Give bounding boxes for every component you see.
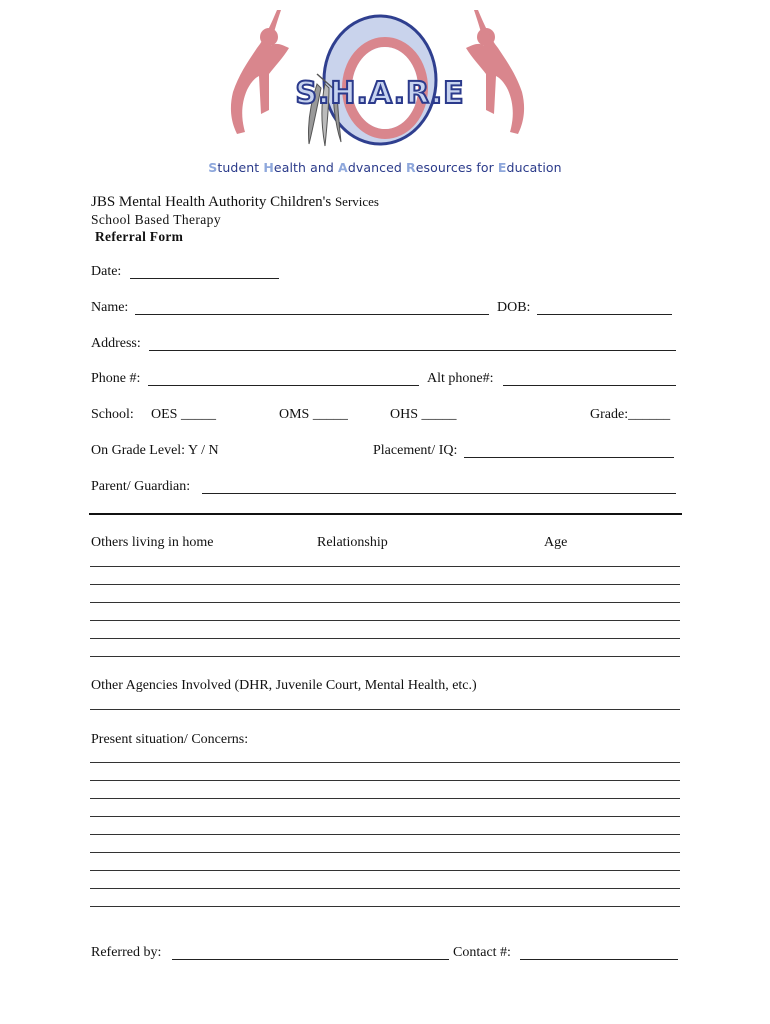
school-label: School: bbox=[91, 407, 134, 422]
household-line[interactable] bbox=[90, 584, 680, 585]
address-field[interactable] bbox=[149, 350, 676, 351]
parent-field[interactable] bbox=[202, 493, 676, 494]
contact-label: Contact #: bbox=[453, 945, 511, 960]
concerns-line[interactable] bbox=[90, 780, 680, 781]
concerns-line[interactable] bbox=[90, 888, 680, 889]
agencies-line[interactable] bbox=[90, 709, 680, 710]
logo-letters: S.H.A.R.E bbox=[295, 76, 465, 111]
oms-option[interactable]: OMS _____ bbox=[279, 407, 348, 422]
household-line[interactable] bbox=[90, 656, 680, 657]
share-logo bbox=[225, 4, 530, 162]
tagline-initial: A bbox=[338, 160, 348, 175]
household-line[interactable] bbox=[90, 566, 680, 567]
parent-label: Parent/ Guardian: bbox=[91, 479, 191, 494]
concerns-line[interactable] bbox=[90, 762, 680, 763]
tagline bbox=[0, 160, 770, 175]
placement-label: Placement/ IQ: bbox=[373, 443, 458, 458]
tagline-initial: R bbox=[406, 160, 416, 175]
contact-field[interactable] bbox=[520, 959, 678, 960]
tagline-initial: H bbox=[263, 160, 274, 175]
concerns-line[interactable] bbox=[90, 834, 680, 835]
referred-by-label: Referred by: bbox=[91, 945, 162, 960]
org-name bbox=[91, 194, 379, 211]
alt-phone-label: Alt phone#: bbox=[427, 371, 494, 386]
alt-phone-field[interactable] bbox=[503, 385, 676, 386]
age-header: Age bbox=[544, 535, 568, 550]
name-field[interactable] bbox=[135, 314, 489, 315]
address-label: Address: bbox=[91, 336, 141, 351]
tagline-initial: S bbox=[208, 160, 218, 175]
concerns-line[interactable] bbox=[90, 906, 680, 907]
concerns-line[interactable] bbox=[90, 816, 680, 817]
org-name-main: JBS Mental Health Authority Children's bbox=[91, 194, 332, 210]
concerns-line[interactable] bbox=[90, 870, 680, 871]
tagline-text: dvanced bbox=[347, 160, 407, 175]
household-line[interactable] bbox=[90, 602, 680, 603]
left-figure-icon bbox=[231, 10, 289, 134]
org-name-tail: Services bbox=[334, 194, 379, 209]
program-name: School Based Therapy bbox=[91, 212, 221, 227]
tagline-initial: E bbox=[497, 160, 507, 175]
concerns-line[interactable] bbox=[90, 852, 680, 853]
phone-field[interactable] bbox=[148, 385, 419, 386]
date-field[interactable] bbox=[130, 278, 279, 279]
ohs-option[interactable]: OHS _____ bbox=[390, 407, 457, 422]
placement-field[interactable] bbox=[464, 457, 674, 458]
date-label: Date: bbox=[91, 264, 122, 279]
form-title: Referral Form bbox=[95, 229, 184, 244]
dob-label: DOB: bbox=[497, 300, 531, 315]
name-label: Name: bbox=[91, 300, 129, 315]
tagline-text: ducation bbox=[506, 160, 562, 175]
household-line[interactable] bbox=[90, 620, 680, 621]
referred-by-field[interactable] bbox=[172, 959, 449, 960]
tagline-text: ealth and bbox=[273, 160, 339, 175]
tagline-text: esources for bbox=[415, 160, 498, 175]
grade-field[interactable]: Grade:______ bbox=[590, 407, 671, 422]
concerns-line[interactable] bbox=[90, 798, 680, 799]
household-line[interactable] bbox=[90, 638, 680, 639]
present-situation-label: Present situation/ Concerns: bbox=[91, 732, 249, 747]
others-living-header: Others living in home bbox=[91, 535, 214, 550]
relationship-header: Relationship bbox=[317, 535, 388, 550]
phone-label: Phone #: bbox=[91, 371, 141, 386]
dob-field[interactable] bbox=[537, 314, 672, 315]
tagline-text: tudent bbox=[217, 160, 264, 175]
on-grade-level[interactable]: On Grade Level: Y / N bbox=[91, 443, 219, 458]
oes-option[interactable]: OES _____ bbox=[151, 407, 216, 422]
agencies-label: Other Agencies Involved (DHR, Juvenile Court, Mental Health, etc.) bbox=[91, 678, 477, 693]
section-divider bbox=[89, 513, 682, 515]
right-figure-icon bbox=[466, 10, 524, 134]
